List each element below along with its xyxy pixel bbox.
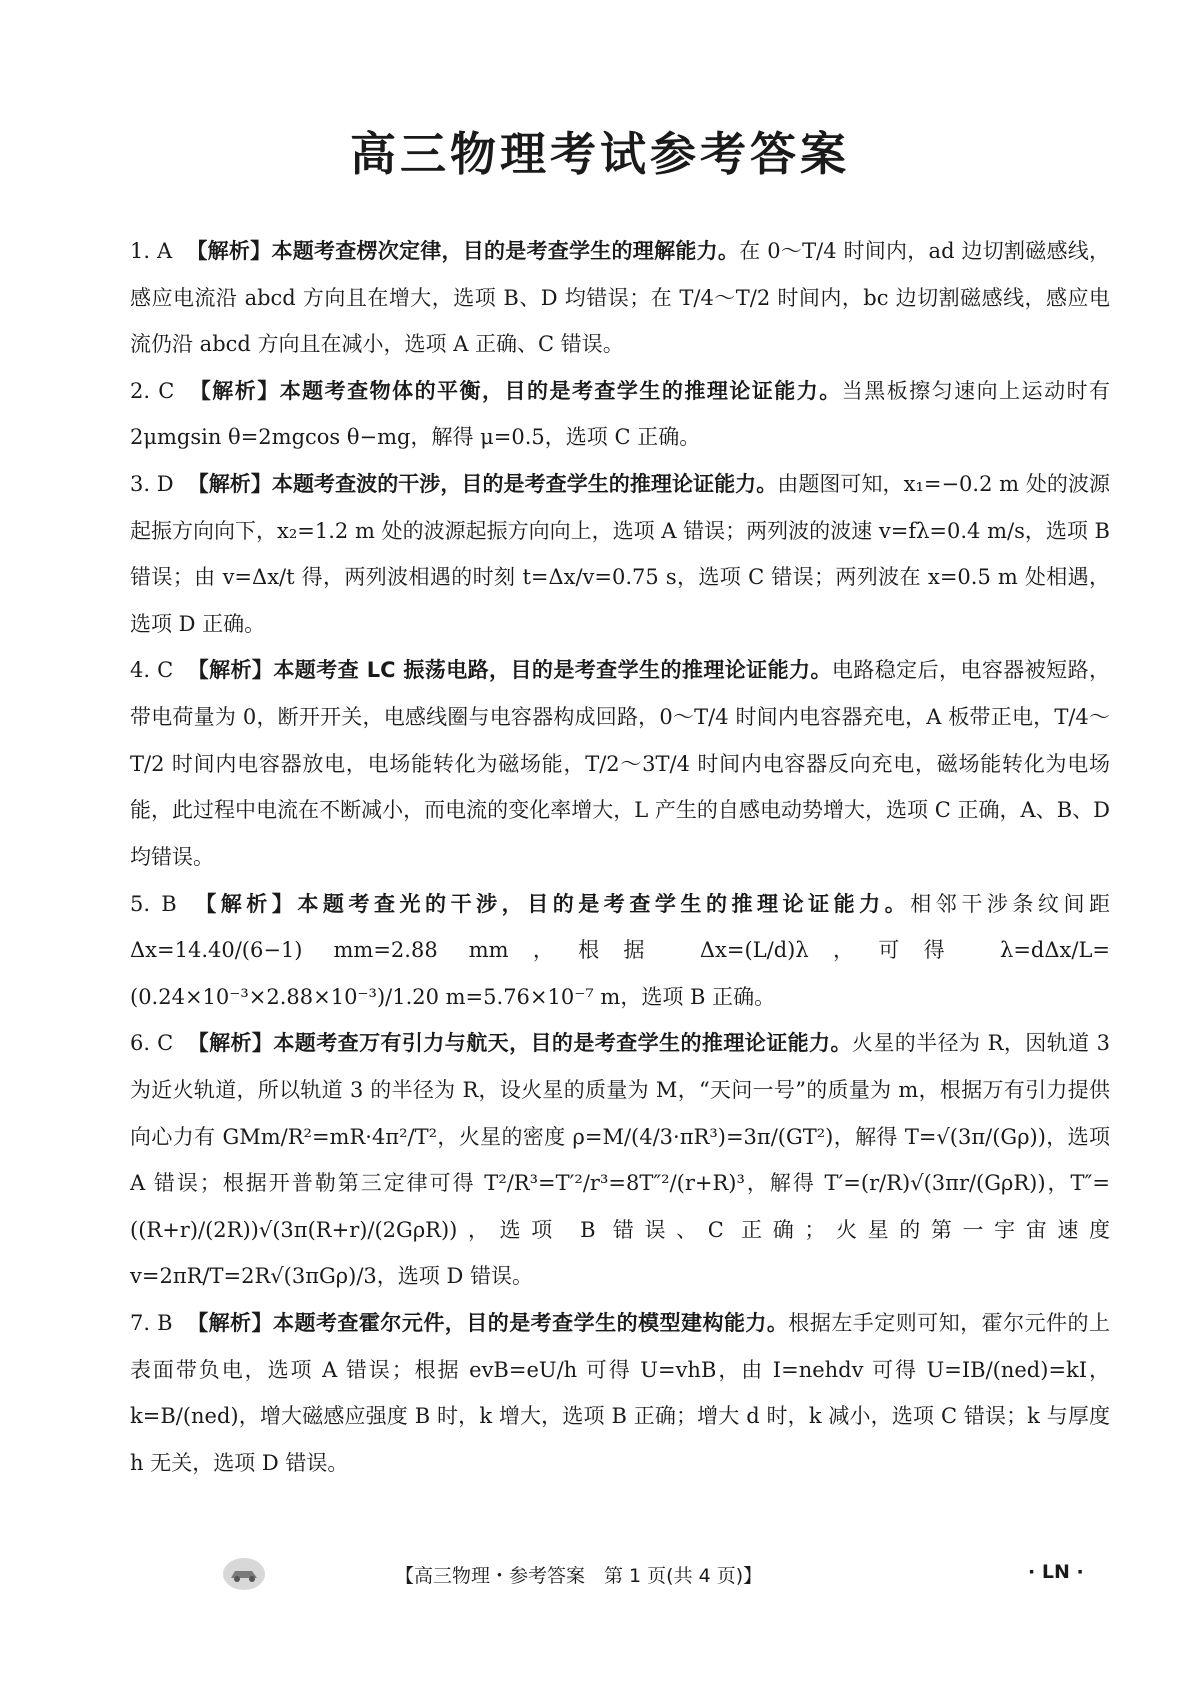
analysis-tag: 【解析】 <box>187 658 274 683</box>
answer-number: 7. B <box>130 1311 173 1336</box>
answer-lead: 本题考查楞次定律，目的是考查学生的理解能力。 <box>271 239 740 263</box>
analysis-tag: 【解析】 <box>187 472 272 497</box>
answer-list <box>130 228 1110 1486</box>
answer-lead: 本题考查万有引力与航天，目的是考查学生的推理论证能力。 <box>273 1031 852 1056</box>
answer-number: 6. C <box>130 1031 174 1056</box>
footer-page-label: 【高三物理・参考答案 第 1 页(共 4 页)】 <box>395 1565 763 1587</box>
answer-item-6 <box>130 1020 1110 1300</box>
answer-item-5 <box>130 881 1110 1021</box>
publisher-logo-icon <box>222 1557 266 1591</box>
analysis-tag: 【解析】 <box>186 239 272 263</box>
answer-number: 4. C <box>130 658 174 683</box>
answer-lead: 本题考查霍尔元件，目的是考查学生的模型建构能力。 <box>273 1311 789 1336</box>
answer-body: 根据左手定则可知，霍尔元件的上表面带负电，选项 A 错误；根据 evB=eU/h 可得 U=vhB，由 I=nehdv 可得 U=IB/(ned)=kI，k=B/(ned)，增大磁感应强度 B 时，k 增大，选项 B 正确；增大 d 时，k 减小，选项 C 错误；k 与厚度 h 无关，选项 D 错误。 <box>130 1311 1111 1475</box>
answer-body: 在 0～T/4 时间内，ad 边切割磁感线，感应电流沿 abcd 方向且在增大，选项 B、D 均错误；在 T/4～T/2 时间内，bc 边切割磁感线，感应电流仍沿 abcd 方向且在减小，选项 A 正确、C 错误。 <box>130 239 1110 357</box>
answer-lead: 本题考查物体的平衡，目的是考查学生的推理论证能力。 <box>279 378 842 403</box>
answer-item-2 <box>130 368 1110 461</box>
footer-code: · LN · <box>1028 1561 1084 1583</box>
answer-body: 火星的半径为 R，因轨道 3 为近火轨道，所以轨道 3 的半径为 R，设火星的质量为 M，“天问一号”的质量为 m，根据万有引力提供向心力有 GMm/R²=mR·4π²/T²，火星的密度 ρ=M/(4/3·πR³)=3π/(GT²)，解得 T=√(3π/(Gρ))，选项 A 错误；根据开普勒第三定律可得 T²/R³=T′²/r³=8T″²/(r+R)³，解得 T′=(r/R)√(3πr/(GρR))，T″=((R+r)/(2R))√(3π(R+r)/(2GρR))，选项 B 错误、C 正确；火星的第一宇宙速度 v=2πR/T=2R√(3πGρ)/3，选项 D 错误。 <box>130 1031 1111 1289</box>
analysis-tag: 【解析】 <box>190 891 298 916</box>
answer-item-1 <box>130 228 1110 368</box>
answer-lead: 本题考查 LC 振荡电路，目的是考查学生的推理论证能力。 <box>273 658 832 683</box>
answer-body: 由题图可知，x₁=−0.2 m 处的波源起振方向向下，x₂=1.2 m 处的波源起振方向向上，选项 A 错误；两列波的波速 v=fλ=0.4 m/s，选项 B 错误；由 v=Δx/t 得，两列波相遇的时刻 t=Δx/v=0.75 s，选项 C 错误；两列波在 x=0.5 m 处相遇，选项 D 正确。 <box>130 472 1110 636</box>
answer-item-4 <box>130 647 1110 880</box>
answer-lead: 本题考查光的干涉，目的是考查学生的推理论证能力。 <box>297 891 911 916</box>
answer-lead: 本题考查波的干涉，目的是考查学生的推理论证能力。 <box>271 472 778 497</box>
answer-number: 5. B <box>130 891 177 916</box>
answer-body: 当黑板擦匀速向上运动时有 2μmgsin θ=2mgcos θ−mg，解得 μ=0.5，选项 C 正确。 <box>130 378 1111 450</box>
page-footer <box>0 1555 1200 1595</box>
answer-item-7 <box>130 1300 1110 1486</box>
answer-number: 2. C <box>130 378 175 403</box>
page-title: 高三物理考试参考答案 <box>350 127 850 181</box>
analysis-tag: 【解析】 <box>187 1031 274 1056</box>
answer-body: 电路稳定后，电容器被短路，带电荷量为 0，断开开关，电感线圈与电容器构成回路，0～T/4 时间内电容器充电，A 板带正电，T/4～T/2 时间内电容器放电，电场能转化为磁场能，T/2～3T/4 时间内电容器反向充电，磁场能转化为电场能，此过程中电流在不断减小，而电流的变化率增大，L 产生的自感电动势增大，选项 C 正确，A、B、D 均错误。 <box>130 658 1111 869</box>
answer-number: 3. D <box>130 472 174 497</box>
answer-number: 1. A <box>130 239 173 263</box>
analysis-tag: 【解析】 <box>186 1311 273 1336</box>
analysis-tag: 【解析】 <box>188 378 280 403</box>
answer-item-3 <box>130 461 1110 647</box>
answer-body: 相邻干涉条纹间距 Δx=14.40/(6−1) mm=2.88 mm，根据 Δx=(L/d)λ，可得 λ=dΔx/L=(0.24×10⁻³×2.88×10⁻³)/1.20 m=5.76×10⁻⁷ m，选项 B 正确。 <box>130 891 1111 1009</box>
